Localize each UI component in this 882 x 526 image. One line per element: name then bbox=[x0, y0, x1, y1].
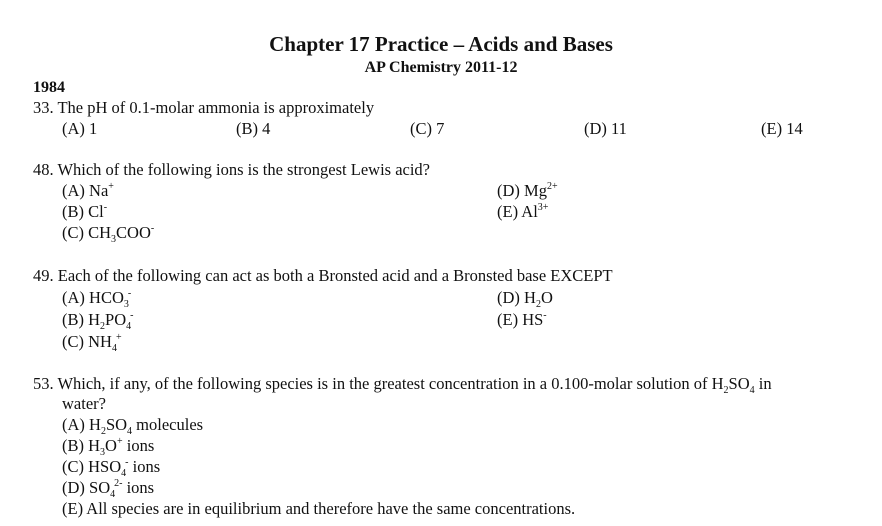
q53-choice-d: (D) $SO_4^{2-}$ ions bbox=[62, 478, 155, 500]
question-49-stem: 49. Each of the following can act as both a Bronsted acid and a Bronsted base EXCEPT bbox=[33, 266, 613, 285]
q48-choice-b: (B) Cl- bbox=[62, 202, 108, 221]
q33-choice-c: (C) 7 bbox=[410, 119, 445, 138]
page-subtitle: AP Chemistry 2011-12 bbox=[364, 59, 518, 76]
question-53-stem-continued: water? bbox=[62, 394, 106, 413]
q48-choice-c: (C) $CH_3COO^-$ bbox=[62, 223, 155, 245]
q53-choice-b: (B) $H_3O^+$ ions bbox=[62, 436, 155, 458]
q49-choice-d: (D) $H_2O$ bbox=[497, 288, 553, 310]
q33-choice-d: (D) 11 bbox=[584, 119, 627, 138]
q49-choice-b: (B) $H_2PO_4^-$ bbox=[62, 310, 134, 332]
q53-choice-c: (C) $HSO_4^-$ ions bbox=[62, 457, 161, 479]
q33-choice-b: (B) 4 bbox=[236, 119, 271, 138]
question-53-stem: 53. Which, if any, of the following species is in the greatest concentration in a 0.100-molar solution of $H_2SO_4$ in bbox=[33, 374, 772, 396]
question-48-stem: 48. Which of the following ions is the strongest Lewis acid? bbox=[33, 160, 430, 179]
question-33-stem: 33. The pH of 0.1-molar ammonia is approximately bbox=[33, 98, 375, 117]
q53-choice-a: (A) $H_2SO_4$ molecules bbox=[62, 415, 204, 437]
q48-choice-a: (A) Na+ bbox=[62, 181, 114, 200]
q33-choice-e: (E) 14 bbox=[761, 119, 803, 138]
page-title: Chapter 17 Practice – Acids and Bases bbox=[269, 32, 613, 56]
q48-choice-e: (E) $Al^{3+}$ bbox=[497, 202, 549, 221]
q49-choice-c: (C) $NH_4^+$ bbox=[62, 332, 122, 354]
year-heading: 1984 bbox=[33, 79, 65, 96]
q33-choice-a: (A) 1 bbox=[62, 119, 98, 138]
q53-choice-e: (E) All species are in equilibrium and therefore have the same concentrations. bbox=[62, 499, 576, 518]
q48-choice-d: (D) $Mg^{2+}$ bbox=[497, 181, 558, 200]
q49-choice-e: (E) HS- bbox=[497, 310, 547, 329]
q49-choice-a: (A) $HCO_3^-$ bbox=[62, 288, 132, 310]
